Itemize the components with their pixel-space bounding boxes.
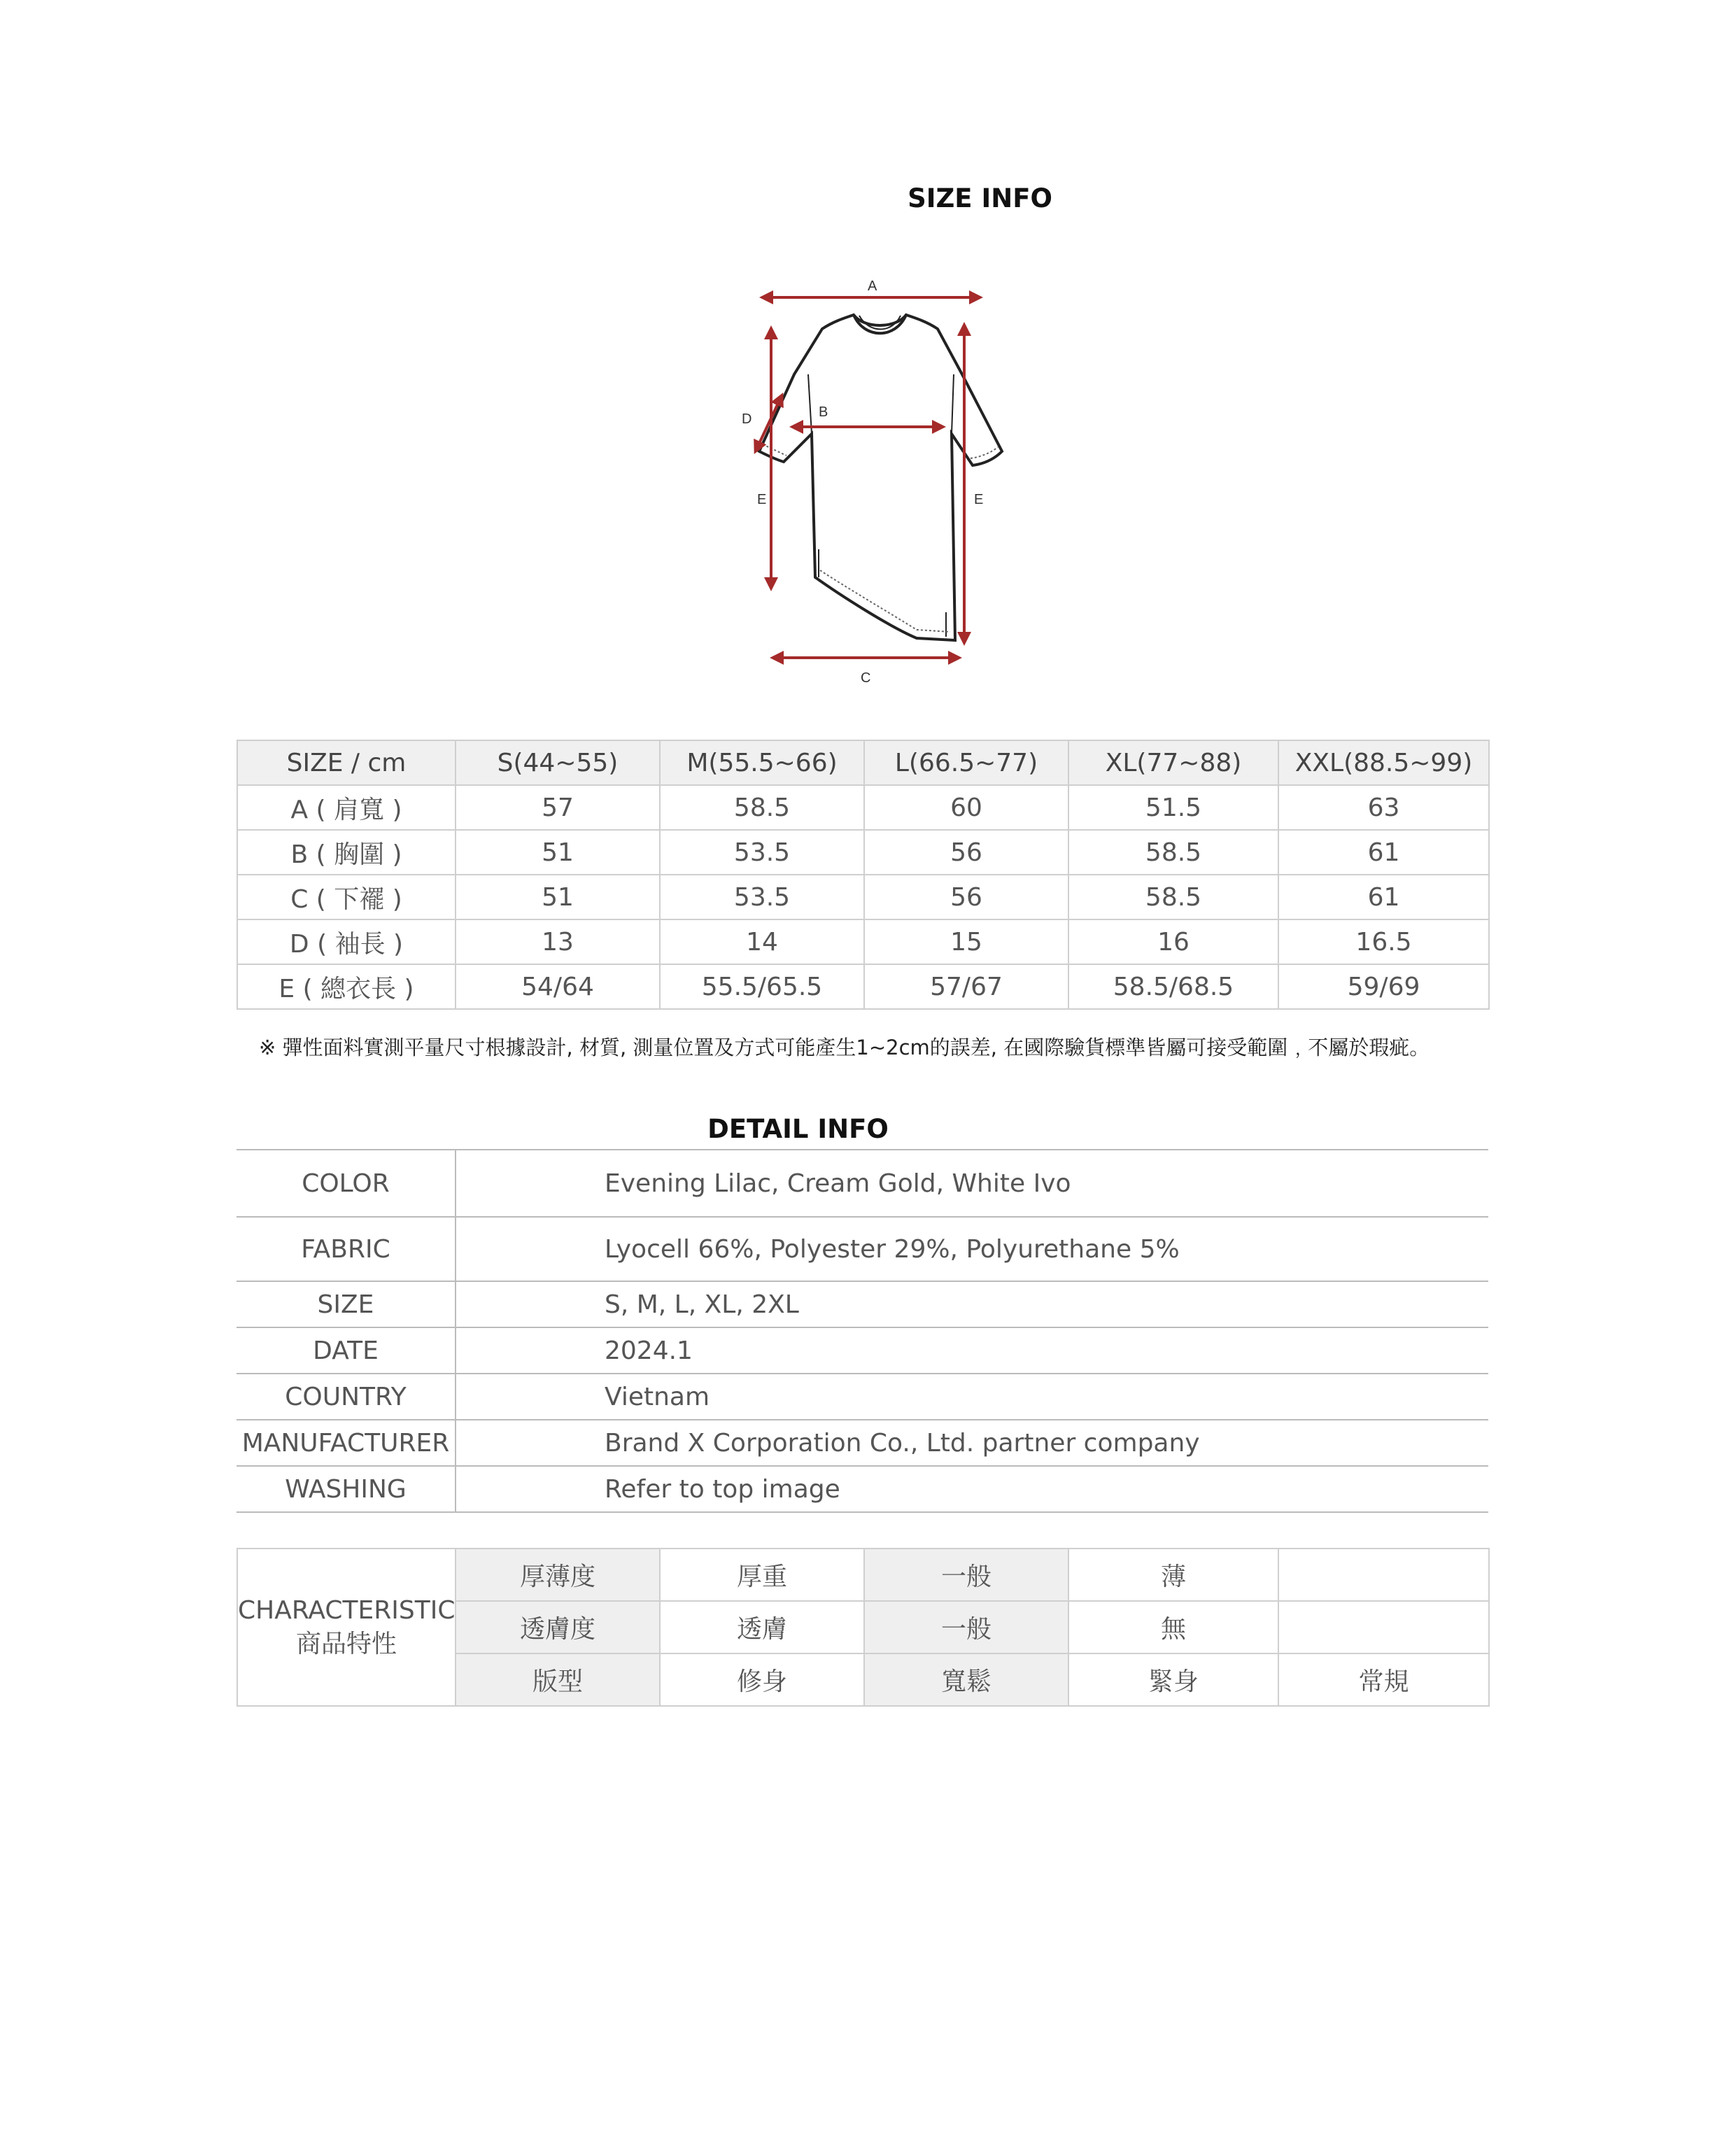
characteristic-label-zh: 商品特性: [295, 1629, 397, 1658]
attribute-option: 修身: [660, 1653, 864, 1706]
measurement-note: ※ 彈性面料實測平量尺寸根據設計, 材質, 測量位置及方式可能產生1~2cm的誤差, 在國際驗貨標準皆屬可接受範圍﹐不屬於瑕疵。: [259, 1036, 1430, 1059]
table-row: [237, 919, 1489, 964]
table-cell: 56: [864, 830, 1068, 875]
row-label: B ( 胸圍 ): [237, 830, 456, 875]
label-d: D: [742, 411, 752, 427]
attribute-option: 常規: [1278, 1653, 1489, 1706]
table-cell: 63: [1278, 785, 1489, 830]
attribute-option: 厚重: [660, 1549, 864, 1601]
table-cell: 59/69: [1278, 964, 1489, 1009]
size-info-title: SIZE INFO: [908, 183, 1052, 213]
label-a: A: [868, 278, 877, 294]
table-cell: 51: [456, 875, 660, 919]
header-cell: M(55.5~66): [660, 740, 864, 785]
detail-value: Lyocell 66%, Polyester 29%, Polyurethane 5%: [456, 1217, 1488, 1281]
table-cell: 58.5: [1068, 875, 1278, 919]
characteristic-label-en: CHARACTERISTIC: [238, 1595, 456, 1625]
table-row: [237, 785, 1489, 830]
attribute-name: 透膚度: [456, 1601, 660, 1653]
table-cell: 16: [1068, 919, 1278, 964]
header-cell: SIZE / cm: [237, 740, 456, 785]
attribute-option-selected: 一般: [864, 1549, 1068, 1601]
detail-label: COLOR: [237, 1150, 456, 1217]
row-label: E ( 總衣長 ): [237, 964, 456, 1009]
attribute-option: 薄: [1068, 1549, 1278, 1601]
table-cell: 57/67: [864, 964, 1068, 1009]
attribute-option-selected: 寬鬆: [864, 1653, 1068, 1706]
row-label: D ( 袖長 ): [237, 919, 456, 964]
table-row: [237, 1549, 1489, 1601]
detail-row: [237, 1374, 1488, 1420]
label-b: B: [819, 404, 828, 420]
table-cell: 55.5/65.5: [660, 964, 864, 1009]
detail-label: MANUFACTURER: [237, 1420, 456, 1466]
attribute-option: 無: [1068, 1601, 1278, 1653]
detail-value: Refer to top image: [456, 1466, 1488, 1512]
detail-label: DATE: [237, 1327, 456, 1374]
characteristic-table: [237, 1548, 1490, 1707]
table-cell: 57: [456, 785, 660, 830]
detail-row: [237, 1217, 1488, 1281]
attribute-option: 透膚: [660, 1601, 864, 1653]
table-cell: 60: [864, 785, 1068, 830]
table-cell: 61: [1278, 830, 1489, 875]
arrow-d: [757, 399, 780, 448]
table-cell: 58.5/68.5: [1068, 964, 1278, 1009]
table-cell: 13: [456, 919, 660, 964]
detail-table: [237, 1149, 1488, 1513]
size-table-header: [237, 740, 1489, 785]
detail-value: Vietnam: [456, 1374, 1488, 1420]
characteristic-label: [237, 1549, 456, 1706]
detail-label: FABRIC: [237, 1217, 456, 1281]
label-e-left: E: [757, 492, 767, 507]
detail-value: Evening Lilac, Cream Gold, White Ivo: [456, 1150, 1488, 1217]
table-row: [237, 964, 1489, 1009]
table-cell: 56: [864, 875, 1068, 919]
detail-row: [237, 1327, 1488, 1374]
table-cell: 15: [864, 919, 1068, 964]
detail-row: [237, 1420, 1488, 1466]
measurement-arrows: [757, 297, 976, 658]
detail-value: 2024.1: [456, 1327, 1488, 1374]
table-row: [237, 875, 1489, 919]
detail-row: [237, 1466, 1488, 1512]
row-label: A ( 肩寬 ): [237, 785, 456, 830]
attribute-option-selected: 一般: [864, 1601, 1068, 1653]
detail-value: S, M, L, XL, 2XL: [456, 1281, 1488, 1327]
header-cell: XXL(88.5~99): [1278, 740, 1489, 785]
header-cell: L(66.5~77): [864, 740, 1068, 785]
size-table: [237, 740, 1490, 1010]
attribute-name: 版型: [456, 1653, 660, 1706]
table-cell: 53.5: [660, 830, 864, 875]
table-row: [237, 830, 1489, 875]
detail-row: [237, 1150, 1488, 1217]
table-cell: 14: [660, 919, 864, 964]
attribute-name: 厚薄度: [456, 1549, 660, 1601]
table-cell: 53.5: [660, 875, 864, 919]
row-label: C ( 下襬 ): [237, 875, 456, 919]
header-cell: S(44~55): [456, 740, 660, 785]
table-cell: 51: [456, 830, 660, 875]
attribute-option: [1278, 1601, 1489, 1653]
stitching: [763, 444, 998, 632]
detail-row: [237, 1281, 1488, 1327]
tshirt-measurement-diagram: [714, 276, 1029, 689]
header-cell: XL(77~88): [1068, 740, 1278, 785]
table-cell: 51.5: [1068, 785, 1278, 830]
detail-value: Brand X Corporation Co., Ltd. partner company: [456, 1420, 1488, 1466]
table-cell: 58.5: [660, 785, 864, 830]
label-c: C: [861, 670, 871, 686]
detail-label: SIZE: [237, 1281, 456, 1327]
label-e-right: E: [974, 492, 984, 507]
attribute-option: [1278, 1549, 1489, 1601]
table-cell: 16.5: [1278, 919, 1489, 964]
table-cell: 58.5: [1068, 830, 1278, 875]
table-cell: 54/64: [456, 964, 660, 1009]
detail-label: COUNTRY: [237, 1374, 456, 1420]
detail-info-title: DETAIL INFO: [707, 1114, 889, 1144]
detail-label: WASHING: [237, 1466, 456, 1512]
attribute-option: 緊身: [1068, 1653, 1278, 1706]
table-cell: 61: [1278, 875, 1489, 919]
